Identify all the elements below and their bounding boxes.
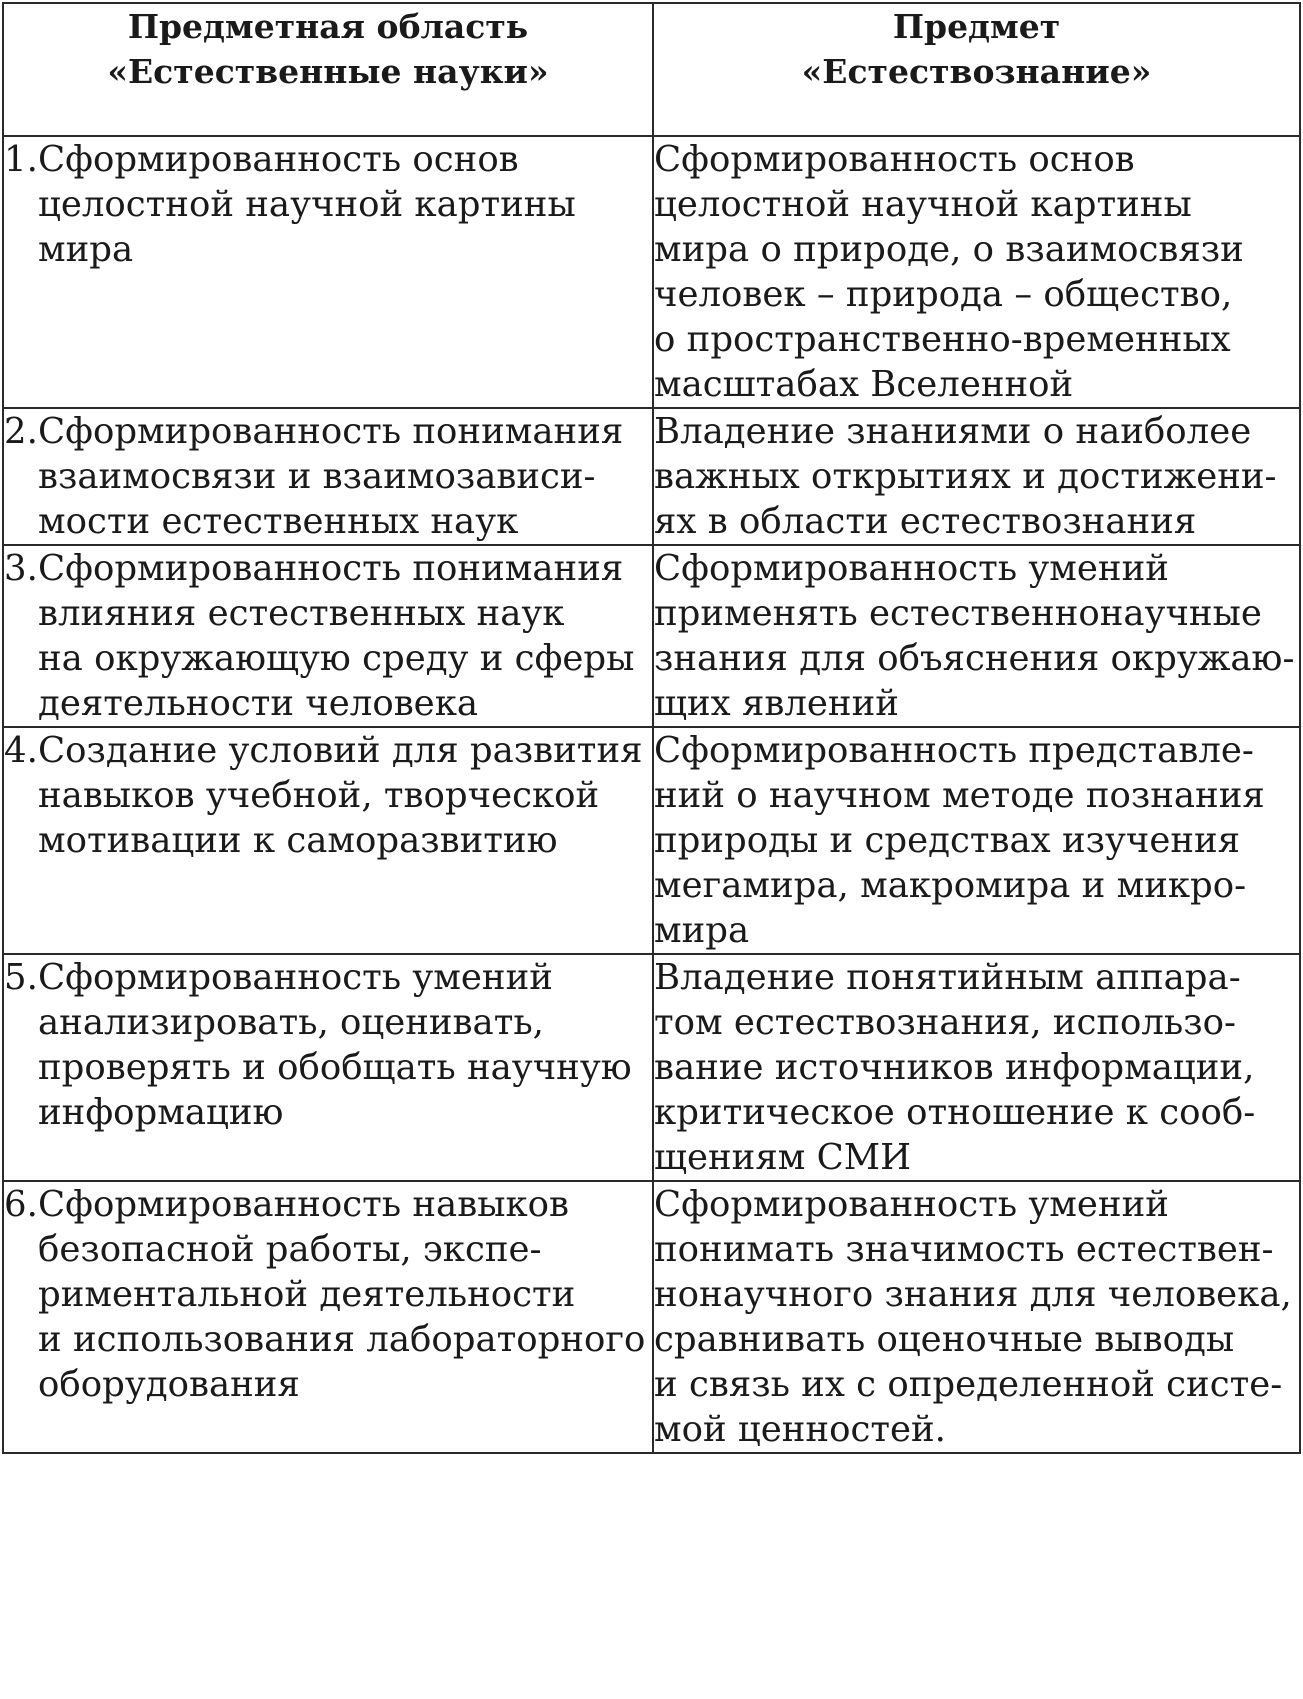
item-number: 4. [4, 730, 38, 771]
text-line: мира [654, 910, 750, 951]
text-line: о пространственно-временных [654, 319, 1231, 360]
subject-cell [653, 1181, 1300, 1453]
text-line: мости естественных наук [38, 501, 519, 542]
text-line: щениям СМИ [654, 1137, 912, 1178]
domain-cell [3, 954, 653, 1181]
text-line: влияния естественных наук [38, 593, 565, 634]
text-line: деятельности человека [38, 683, 479, 724]
text-line: нонаучного знания для человека, [654, 1274, 1292, 1315]
item-number: 2. [4, 411, 38, 452]
text-line: вание источников информации, [654, 1047, 1255, 1088]
header-row [3, 3, 1300, 136]
text-line: важных открытиях и достижени- [654, 456, 1277, 497]
domain-cell [3, 408, 653, 545]
domain-cell [3, 727, 653, 954]
header-right-line: Предмет [892, 7, 1061, 46]
text-line: критическое отношение к сооб- [654, 1092, 1256, 1133]
text-line: Сформированность навыков [38, 1184, 570, 1225]
subject-cell [653, 954, 1300, 1181]
header-left-line: «Естественные науки» [107, 52, 549, 91]
text-line: Сформированность понимания [38, 411, 624, 452]
text-line: целостной научной картины [654, 184, 1192, 225]
text-line: информацию [38, 1092, 284, 1133]
text-line: безопасной работы, экспе- [38, 1229, 542, 1270]
table-row [3, 545, 1300, 727]
table-row [3, 136, 1300, 408]
text-line: знания для объяснения окружаю- [654, 638, 1295, 679]
text-line: мотивации к саморазвитию [38, 820, 558, 861]
text-line: оборудования [38, 1364, 300, 1405]
text-line: Владение понятийным аппара- [654, 957, 1241, 998]
header-right [653, 3, 1300, 136]
text-line: на окружающую среду и сферы [38, 638, 635, 679]
text-line: щих явлений [654, 683, 899, 724]
domain-cell [3, 545, 653, 727]
subject-cell [653, 136, 1300, 408]
text-line: Сформированность основ [654, 139, 1135, 180]
text-line: навыков учебной, творческой [38, 775, 600, 816]
header-right-line: «Естествознание» [801, 52, 1152, 91]
text-line: Сформированность основ [38, 139, 519, 180]
item-number: 1. [4, 139, 38, 180]
text-line: понимать значимость естествен- [654, 1229, 1274, 1270]
header-left-line: Предметная область [127, 7, 529, 46]
text-line: Сформированность умений [654, 548, 1169, 589]
text-line: Сформированность умений [654, 1184, 1169, 1225]
text-line: применять естественнонаучные [654, 593, 1262, 634]
subject-cell [653, 408, 1300, 545]
text-line: мира [38, 229, 134, 270]
text-line: целостной научной картины [38, 184, 576, 225]
item-number: 5. [4, 957, 38, 998]
table-row [3, 727, 1300, 954]
subject-cell [653, 727, 1300, 954]
text-line: мегамира, макромира и микро- [654, 865, 1247, 906]
text-line: проверять и обобщать научную [38, 1047, 632, 1088]
table-row [3, 1181, 1300, 1453]
text-line: сравнивать оценочные выводы [654, 1319, 1235, 1360]
text-line: том естествознания, использо- [654, 1002, 1236, 1043]
item-number: 6. [4, 1184, 38, 1225]
header-left [3, 3, 653, 136]
text-line: Владение знаниями о наиболее [654, 411, 1252, 452]
text-line: и связь их с определенной систе- [654, 1364, 1283, 1405]
text-line: взаимосвязи и взаимозависи- [38, 456, 596, 497]
domain-cell [3, 136, 653, 408]
text-line: мой ценностей. [654, 1409, 946, 1450]
text-line: и использования лабораторного [38, 1319, 646, 1360]
text-line: Сформированность представле- [654, 730, 1254, 771]
text-line: ях в области естествознания [654, 501, 1197, 542]
comparison-table [2, 2, 1301, 1454]
table-row [3, 408, 1300, 545]
text-line: человек – природа – общество, [654, 274, 1233, 315]
text-line: Сформированность умений [38, 957, 553, 998]
text-line: природы и средствах изучения [654, 820, 1241, 861]
text-line: масштабах Вселенной [654, 364, 1074, 405]
text-line: мира о природе, о взаимосвязи [654, 229, 1244, 270]
text-line: анализировать, оценивать, [38, 1002, 544, 1043]
item-number: 3. [4, 548, 38, 589]
text-line: ний о научном методе познания [654, 775, 1265, 816]
text-line: Создание условий для развития [38, 730, 643, 771]
subject-cell [653, 545, 1300, 727]
domain-cell [3, 1181, 653, 1453]
text-line: Сформированность понимания [38, 548, 624, 589]
text-line: риментальной деятельности [38, 1274, 576, 1315]
table-row [3, 954, 1300, 1181]
